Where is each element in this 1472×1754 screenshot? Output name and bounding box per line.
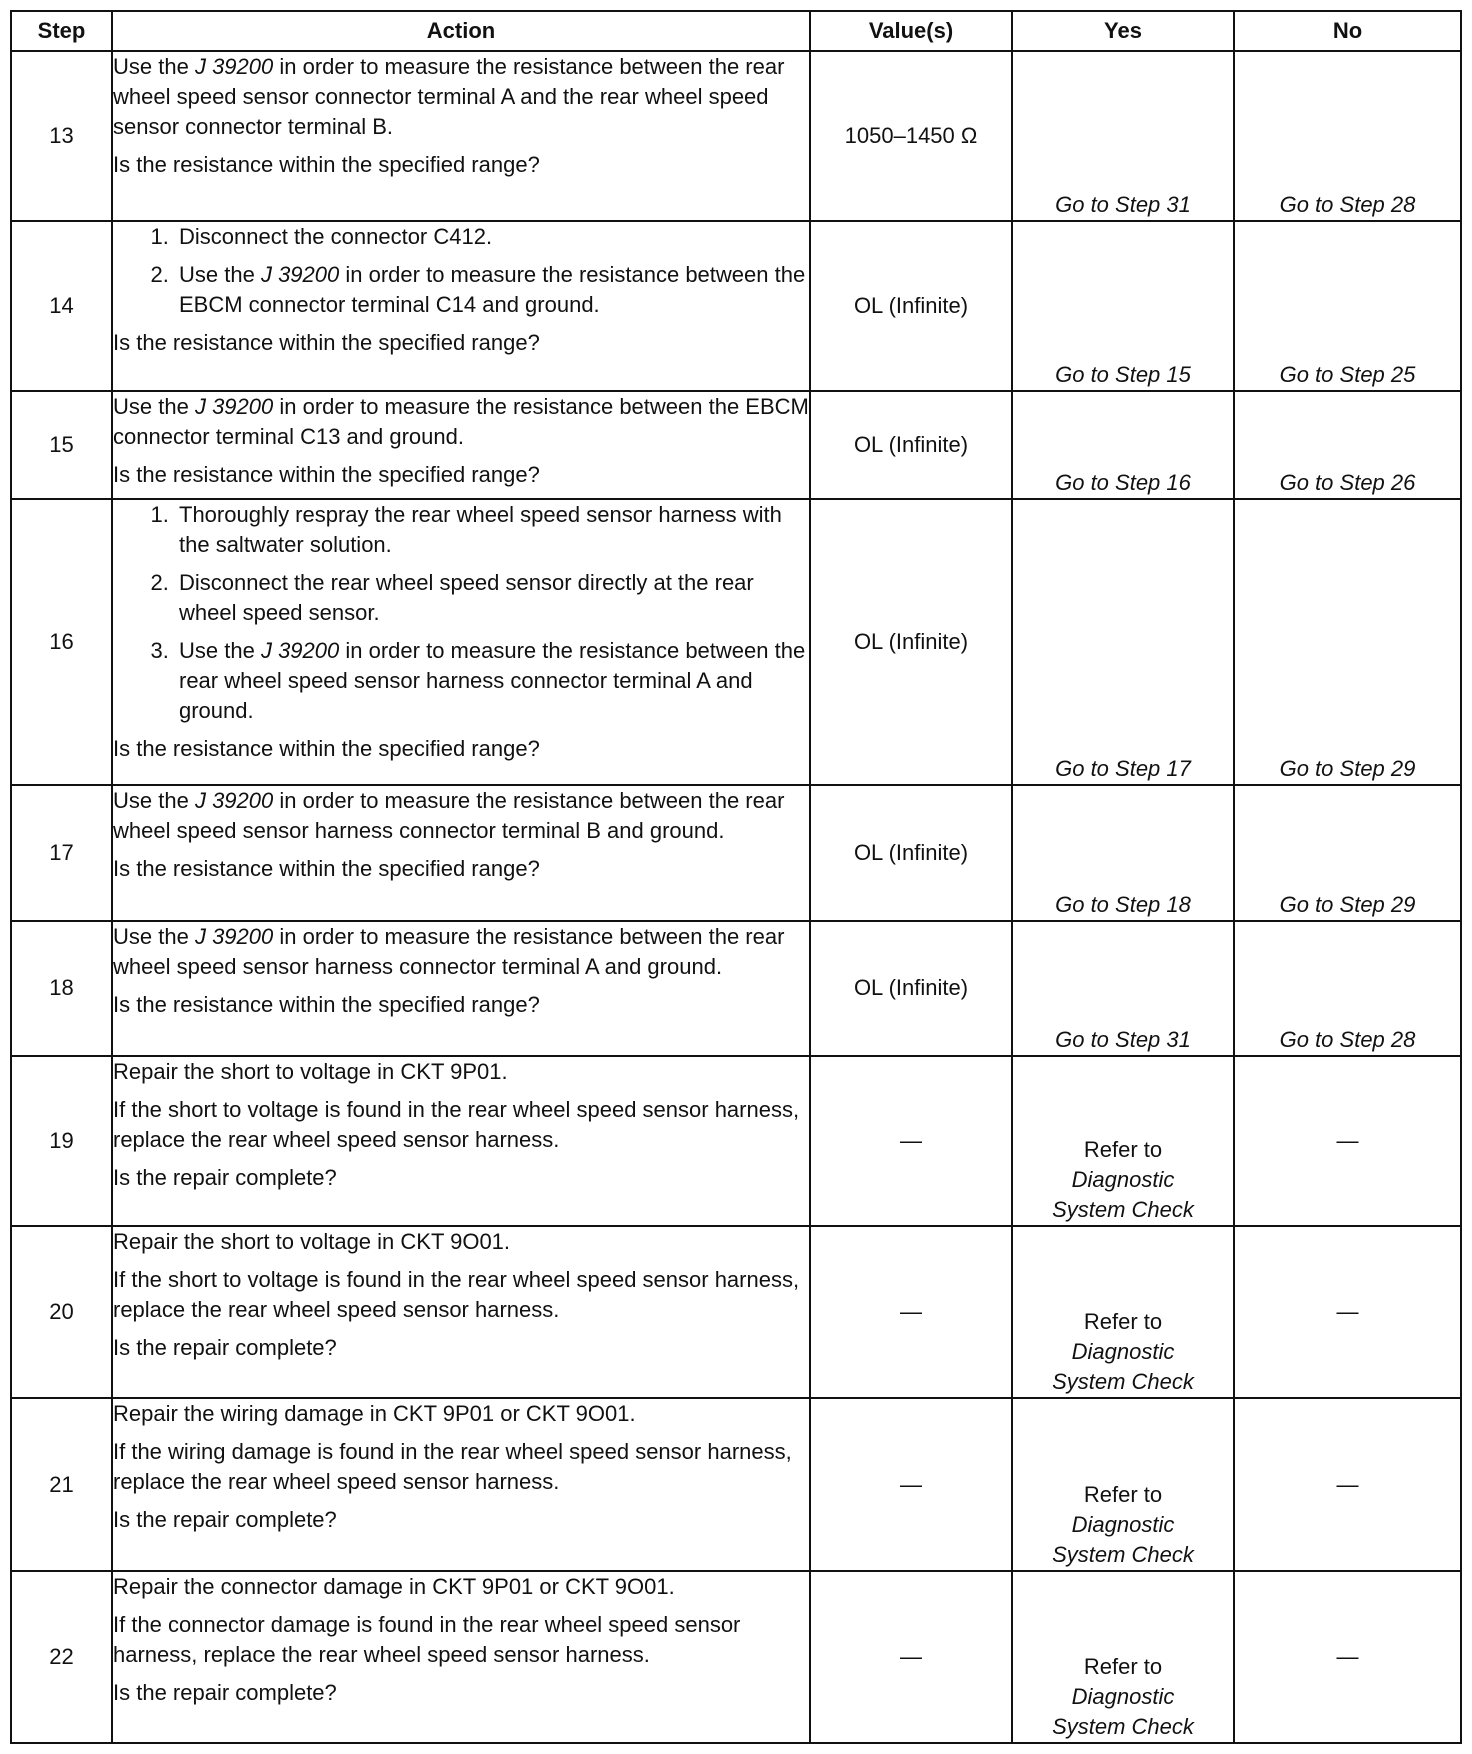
action-text: If the short to voltage is found in the rear wheel speed sensor harness, replace the rear wheel speed sensor harness. [113,1097,800,1153]
question-text: Is the resistance within the specified range? [113,462,540,488]
action-text: Use the J 39200 in order to measure the resistance between the rear wheel speed sensor harness connector terminal B and ground. [113,788,785,844]
yes-cell: Go to Step 31 [1012,921,1234,1057]
action-cell [112,51,810,221]
value-cell: OL (Infinite) [810,391,1012,499]
diagnostic-table [10,10,1462,1744]
question-text: Is the repair complete? [113,1335,337,1361]
step-number: 16 [11,499,112,785]
action-text: Use the J 39200 in order to measure the resistance between the rear wheel speed sensor harness connector terminal A and ground. [113,923,785,979]
step-number: 20 [11,1226,112,1398]
diagnostic-page [10,10,1460,1744]
value-cell: 1050–1450 Ω [810,51,1012,221]
action-list [113,500,809,726]
no-cell: Go to Step 29 [1234,785,1461,921]
action-text: If the connector damage is found in the rear wheel speed sensor harness, replace the rear wheel speed sensor harness. [113,1611,741,1667]
step-number: 22 [11,1571,112,1743]
action-text: Repair the short to voltage in CKT 9P01. [113,1059,508,1085]
step-number: 13 [11,51,112,221]
yes-cell: Refer to Diagnostic System Check [1012,1226,1234,1398]
no-cell: Go to Step 28 [1234,51,1461,221]
table-row [11,51,1461,221]
yes-cell: Refer to Diagnostic System Check [1012,1571,1234,1743]
action-cell [112,921,810,1057]
list-item: 2. Disconnect the rear wheel speed sensor directly at the rear wheel speed sensor. [175,568,809,628]
no-cell: — [1234,1226,1461,1398]
question-text: Is the repair complete? [113,1507,337,1533]
table-row [11,1056,1461,1226]
value-cell: OL (Infinite) [810,499,1012,785]
table-row [11,1226,1461,1398]
tool-ref: J 39200 [260,262,340,288]
tool-ref: J 39200 [194,788,274,814]
no-cell: Go to Step 28 [1234,921,1461,1057]
value-cell: — [810,1571,1012,1743]
action-cell [112,1571,810,1743]
question-text: Is the resistance within the specified range? [113,991,540,1017]
yes-cell: Go to Step 17 [1012,499,1234,785]
yes-cell: Refer to Diagnostic System Check [1012,1398,1234,1570]
question-text: Is the resistance within the specified range? [113,856,540,882]
list-item: 3. Use the J 39200 in order to measure the resistance between the rear wheel speed sensor harness connector terminal A and ground. [175,636,809,726]
action-text: If the short to voltage is found in the rear wheel speed sensor harness, replace the rear wheel speed sensor harness. [113,1267,800,1323]
tool-ref: J 39200 [194,54,274,79]
table-row [11,221,1461,391]
value-cell: — [810,1056,1012,1226]
tool-ref: J 39200 [260,637,340,663]
tool-ref: J 39200 [194,923,274,949]
action-cell [112,1056,810,1226]
header-no: No [1234,11,1461,51]
yes-cell: Go to Step 15 [1012,221,1234,391]
table-row [11,499,1461,785]
tool-ref: J 39200 [194,394,274,420]
no-cell: — [1234,1571,1461,1743]
table-row [11,785,1461,921]
header-values: Value(s) [810,11,1012,51]
question-text: Is the resistance within the specified range? [113,735,540,761]
table-row [11,1398,1461,1570]
action-text: Use the J 39200 in order to measure the resistance between the EBCM connector terminal C13 and ground. [113,394,809,450]
value-cell: OL (Infinite) [810,785,1012,921]
step-number: 19 [11,1056,112,1226]
question-text: Is the repair complete? [113,1679,337,1705]
yes-cell: Refer to Diagnostic System Check [1012,1056,1234,1226]
yes-cell: Go to Step 16 [1012,391,1234,499]
list-item: 1. Thoroughly respray the rear wheel speed sensor harness with the saltwater solution. [175,500,809,560]
action-text: Repair the connector damage in CKT 9P01 or CKT 9O01. [113,1573,675,1599]
no-cell: — [1234,1056,1461,1226]
value-cell: OL (Infinite) [810,921,1012,1057]
table-row [11,921,1461,1057]
header-row [11,11,1461,51]
question-text: Is the resistance within the specified range? [113,152,540,177]
question-text: Is the resistance within the specified range? [113,330,540,356]
step-number: 15 [11,391,112,499]
yes-cell: Go to Step 31 [1012,51,1234,221]
step-number: 21 [11,1398,112,1570]
header-yes: Yes [1012,11,1234,51]
value-cell: OL (Infinite) [810,221,1012,391]
no-cell: Go to Step 29 [1234,499,1461,785]
action-cell [112,221,810,391]
action-list [113,222,809,320]
value-cell: — [810,1398,1012,1570]
list-item: 2. Use the J 39200 in order to measure the resistance between the EBCM connector terminal C14 and ground. [175,260,809,320]
yes-cell: Go to Step 18 [1012,785,1234,921]
action-text: Use the J 39200 in order to measure the resistance between the rear wheel speed sensor connector terminal A and the rear wheel speed sensor connector terminal B. [113,54,785,139]
table-row [11,1571,1461,1743]
action-cell [112,391,810,499]
header-step: Step [11,11,112,51]
question-text: Is the repair complete? [113,1165,337,1191]
action-cell [112,499,810,785]
no-cell: — [1234,1398,1461,1570]
step-number: 18 [11,921,112,1057]
action-cell [112,1398,810,1570]
table-row [11,391,1461,499]
no-cell: Go to Step 26 [1234,391,1461,499]
no-cell: Go to Step 25 [1234,221,1461,391]
action-text: Repair the short to voltage in CKT 9O01. [113,1229,511,1255]
list-item: 1. Disconnect the connector C412. [175,222,809,252]
header-action: Action [112,11,810,51]
action-text: If the wiring damage is found in the rear wheel speed sensor harness, replace the rear wheel speed sensor harness. [113,1439,792,1495]
action-cell [112,1226,810,1398]
step-number: 14 [11,221,112,391]
action-text: Repair the wiring damage in CKT 9P01 or CKT 9O01. [113,1401,636,1427]
step-number: 17 [11,785,112,921]
action-cell [112,785,810,921]
value-cell: — [810,1226,1012,1398]
